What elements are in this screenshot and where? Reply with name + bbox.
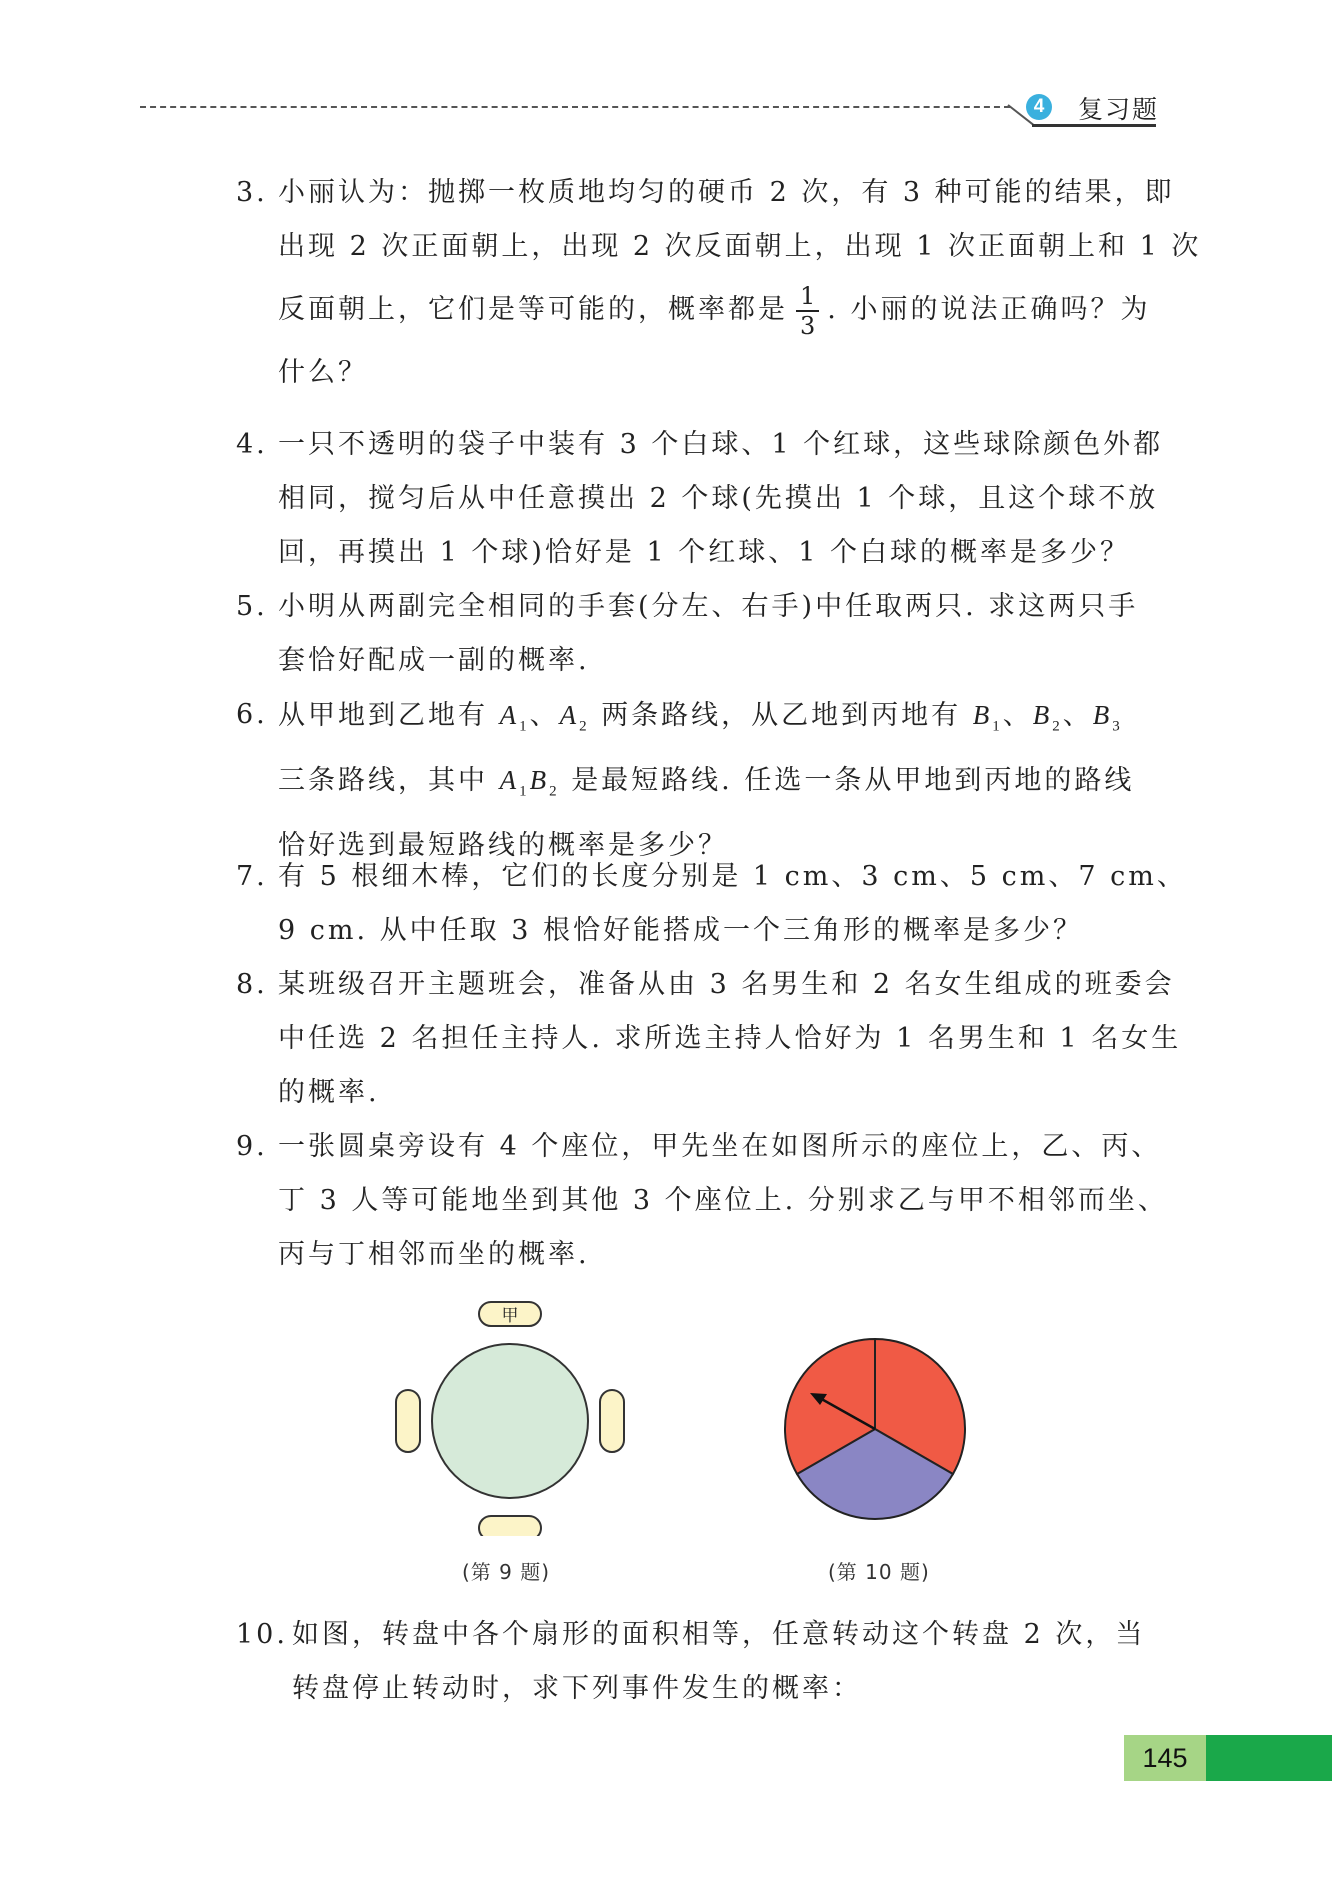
fraction-one-third — [796, 282, 819, 340]
fraction-denominator: 3 — [800, 311, 816, 340]
math-B1: $B_1$ — [972, 700, 1003, 735]
round-table-figure — [390, 1296, 630, 1536]
problem-number: 9. — [236, 1131, 268, 1162]
problem-line: 出现 2 次正面朝上，出现 2 次反面朝上，出现 1 次正面朝上和 1 次 — [278, 231, 1202, 262]
problem-line: 小丽认为：抛掷一枚质地均匀的硬币 2 次，有 3 种可能的结果，即 — [278, 177, 1175, 208]
problem-line: 丙与丁相邻而坐的概率. — [278, 1239, 590, 1270]
problem-line: 如图，转盘中各个扇形的面积相等，任意转动这个转盘 2 次，当 — [292, 1619, 1146, 1650]
problem-8 — [236, 958, 1182, 1120]
math-A1B2: $A_1B_2$ — [499, 765, 560, 800]
problem-number: 3. — [236, 177, 268, 208]
problem-line: 一只不透明的袋子中装有 3 个白球、1 个红球，这些球除颜色外都 — [278, 429, 1164, 460]
header-dashed-rule — [140, 106, 1010, 108]
chapter-number-badge: 4 — [1026, 94, 1052, 120]
problem-3 — [236, 166, 1202, 400]
figure-9-caption: (第 9 题) — [462, 1560, 551, 1584]
problem-7 — [236, 850, 1187, 958]
problem-line: 中任选 2 名担任主持人. 求所选主持人恰好为 1 名男生和 1 名女生 — [278, 1023, 1182, 1054]
problem-text: 从甲地到乙地有 — [278, 700, 488, 731]
problem-line: 回，再摸出 1 个球)恰好是 1 个红球、1 个白球的概率是多少？ — [278, 537, 1130, 568]
problem-number: 4. — [236, 429, 268, 460]
problem-line: 相同，搅匀后从中任意摸出 2 个球(先摸出 1 个球，且这个球不放 — [278, 483, 1159, 514]
problem-number: 5. — [236, 591, 268, 622]
seat-bottom — [479, 1516, 541, 1536]
problem-4 — [236, 418, 1164, 580]
problem-line: 恰好选到最短路线的概率是多少？ — [278, 829, 728, 861]
problem-number: 8. — [236, 969, 268, 1000]
problem-line: 9 cm. 从中任取 3 根恰好能搭成一个三角形的概率是多少？ — [278, 915, 1083, 946]
problem-10 — [236, 1608, 1156, 1716]
problem-line: 一张圆桌旁设有 4 个座位，甲先坐在如图所示的座位上，乙、丙、 — [278, 1131, 1162, 1162]
problem-line: 什么？ — [278, 357, 368, 388]
fraction-numerator: 1 — [796, 282, 819, 312]
math-A1: $A_1$ — [499, 700, 530, 735]
problem-6 — [236, 688, 1156, 873]
problem-line: 套恰好配成一副的概率. — [278, 645, 590, 676]
problem-text: 反面朝上，它们是等可能的，概率都是 — [278, 294, 788, 325]
problem-line: 小明从两副完全相同的手套(分左、右手)中任取两只. 求这两只手 — [278, 591, 1139, 622]
problem-text: . 小丽的说法正确吗？为 — [827, 294, 1151, 325]
problem-text: 是最短路线. 任选一条从甲地到丙地的路线 — [571, 765, 1135, 797]
table-circle — [432, 1344, 588, 1498]
problem-line: 有 5 根细木棒，它们的长度分别是 1 cm、3 cm、5 cm、7 cm、 — [278, 861, 1187, 892]
problem-line: 从甲地到乙地有 $A_1$、$A_2$ 两条路线，从乙地到丙地有 $B_1$、$B_2$、$B_3$ — [278, 700, 1123, 735]
math-B2: $B_2$ — [1032, 700, 1063, 735]
problem-line: 丁 3 人等可能地坐到其他 3 个座位上. 分别求乙与甲不相邻而坐、 — [278, 1185, 1168, 1216]
problem-9 — [236, 1120, 1168, 1282]
problem-text: 三条路线，其中 — [278, 765, 488, 797]
seat-right — [600, 1390, 624, 1452]
spinner-figure — [780, 1334, 970, 1524]
problem-number: 10. — [236, 1619, 288, 1650]
figure-10-caption: (第 10 题) — [828, 1560, 930, 1584]
problem-line — [236, 753, 1156, 818]
seat-label-jia: 甲 — [501, 1306, 519, 1326]
problem-line — [236, 274, 1156, 346]
problem-text: 两条路线，从乙地到丙地有 — [601, 700, 962, 731]
problem-line: 转盘停止转动时，求下列事件发生的概率： — [292, 1673, 862, 1704]
math-B3: $B_3$ — [1092, 700, 1123, 735]
problem-number: 6. — [236, 699, 268, 730]
problem-line: 某班级召开主题班会，准备从由 3 名男生和 2 名女生组成的班委会 — [278, 969, 1175, 1000]
seat-left — [396, 1390, 420, 1452]
problem-number: 7. — [236, 861, 268, 892]
problem-5 — [236, 580, 1156, 688]
page-number: 145 — [1124, 1735, 1206, 1781]
chapter-title: 复习题 — [1078, 95, 1160, 124]
problem-line: 的概率. — [278, 1077, 380, 1108]
math-A2: $A_2$ — [559, 700, 590, 735]
page-number-bar — [1206, 1735, 1332, 1781]
